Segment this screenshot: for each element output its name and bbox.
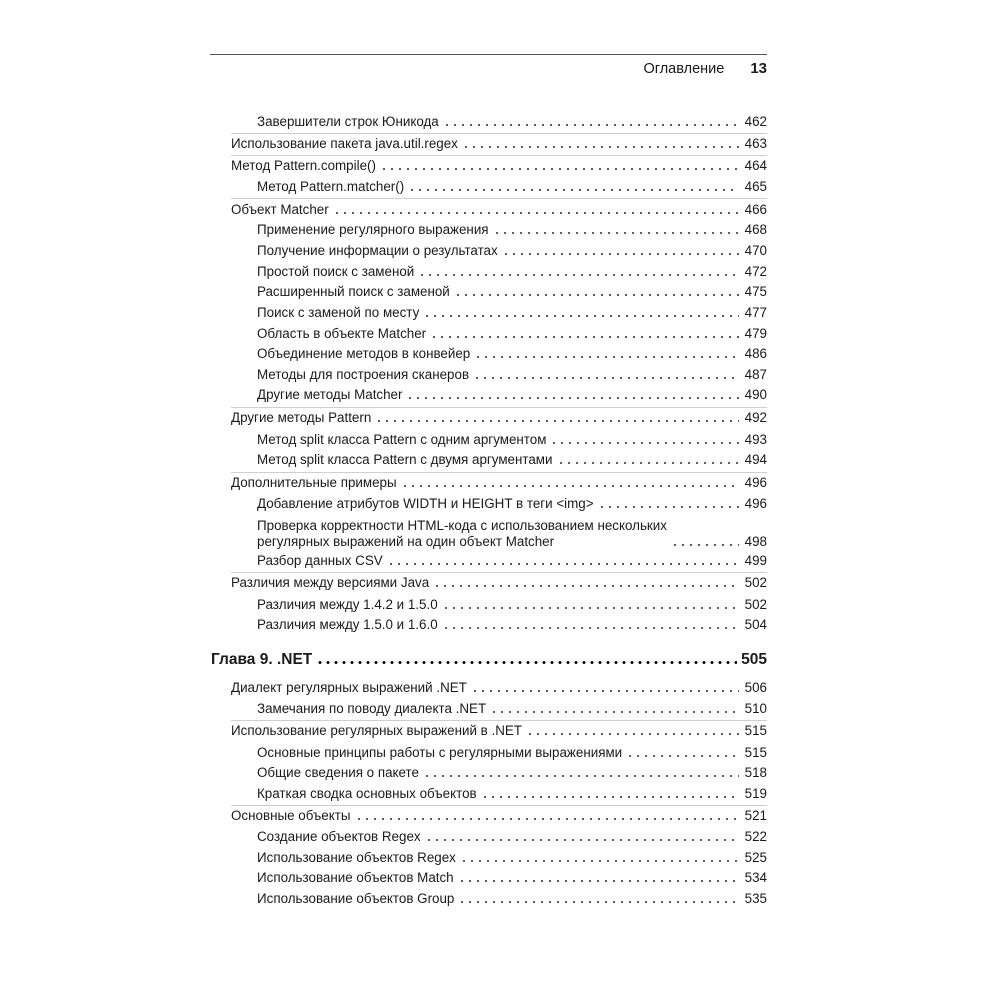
toc-entry <box>257 786 767 802</box>
toc-entry-title: Другие методы Matcher <box>257 387 403 402</box>
leader-dots <box>333 205 739 215</box>
toc-entry <box>257 179 767 195</box>
toc-entry-title: Метод split класса Pattern с двумя аргументами <box>257 452 553 467</box>
leader-dots <box>423 768 739 778</box>
toc-entry <box>257 891 767 907</box>
toc-entry-page: 477 <box>744 305 767 320</box>
toc-entry <box>257 432 767 448</box>
toc-entry-page: 492 <box>744 410 767 425</box>
toc-entry-page: 490 <box>744 387 767 402</box>
toc-entry-title: Область в объекте Matcher <box>257 326 427 341</box>
toc-entry-title: Различия между 1.4.2 и 1.5.0 <box>257 597 438 612</box>
toc-entry-title: Метод Pattern.matcher() <box>257 179 405 194</box>
toc-entry <box>231 475 767 491</box>
leader-dots <box>502 246 739 256</box>
leader-dots <box>462 139 739 149</box>
page-header <box>643 60 767 77</box>
entry-separator <box>231 805 767 806</box>
leader-dots <box>671 537 739 547</box>
toc-entry-title: Другие методы Pattern <box>231 410 372 425</box>
toc-entry-title: Добавление атрибутов WIDTH и HEIGHT в теги <img> <box>257 496 594 511</box>
leader-dots <box>375 413 739 423</box>
toc-entry-page: 475 <box>744 284 767 299</box>
toc-entry-page: 535 <box>744 891 767 906</box>
leader-dots <box>401 478 739 488</box>
entry-separator <box>231 472 767 473</box>
toc-entry-page: 525 <box>744 850 767 865</box>
leader-dots <box>454 287 739 297</box>
toc-entry-title: Дополнительные примеры <box>231 475 397 490</box>
entry-separator <box>231 407 767 408</box>
header-rule <box>210 54 767 55</box>
toc-entry <box>257 114 767 130</box>
leader-dots <box>473 370 739 380</box>
leader-dots <box>474 349 739 359</box>
toc-entry <box>257 850 767 866</box>
toc-entry-title: Создание объектов Regex <box>257 829 421 844</box>
toc-entry-title <box>257 518 667 550</box>
toc-entry-page: 534 <box>744 870 767 885</box>
toc-entry-page: 510 <box>744 701 767 716</box>
toc-entry-title: Объединение методов в конвейер <box>257 346 471 361</box>
toc-entry <box>257 284 767 300</box>
leader-dots <box>598 499 739 509</box>
toc-entry <box>257 553 767 569</box>
leader-dots <box>626 748 739 758</box>
toc-entry-page: 506 <box>744 680 767 695</box>
leader-dots <box>550 435 739 445</box>
toc-entry-title: Метод split класса Pattern с одним аргументом <box>257 432 547 447</box>
toc-entry-page: 496 <box>744 496 767 511</box>
toc-entry-title-line-1: Проверка корректности HTML-кода с использованием нескольких <box>257 518 667 533</box>
toc-entry <box>257 452 767 468</box>
toc-entry <box>257 305 767 321</box>
toc-entry-page: 493 <box>744 432 767 447</box>
toc-entry-title: Применение регулярного выражения <box>257 222 489 237</box>
toc-entry-page: 496 <box>744 475 767 490</box>
header-page-number: 13 <box>750 60 767 77</box>
toc-entry-title: Основные объекты <box>231 808 351 823</box>
toc-entry-title: Объект Matcher <box>231 202 329 217</box>
toc-entry-page: 518 <box>744 765 767 780</box>
leader-dots <box>442 600 739 610</box>
entry-separator <box>231 198 767 199</box>
toc-entry-page: 466 <box>744 202 767 217</box>
leader-dots <box>423 308 739 318</box>
toc-entry-title: Различия между 1.5.0 и 1.6.0 <box>257 617 438 632</box>
leader-dots <box>433 578 739 588</box>
toc-entry-page: 499 <box>744 553 767 568</box>
leader-dots <box>408 182 739 192</box>
entry-separator <box>231 133 767 134</box>
toc-entry-page: 504 <box>744 617 767 632</box>
toc-entry-title: Использование объектов Regex <box>257 850 456 865</box>
toc-entry-title: Простой поиск с заменой <box>257 264 415 279</box>
toc-entry <box>257 346 767 362</box>
toc-entry-title: Расширенный поиск с заменой <box>257 284 450 299</box>
header-section-title: Оглавление <box>643 61 725 77</box>
leader-dots <box>406 390 739 400</box>
toc-entry <box>257 701 767 717</box>
toc-entry-page: 464 <box>744 158 767 173</box>
leader-dots <box>316 655 737 665</box>
toc-entry-page: 521 <box>744 808 767 823</box>
leader-dots <box>493 225 739 235</box>
toc-entry <box>257 745 767 761</box>
leader-dots <box>526 726 739 736</box>
toc-entry-title: Использование объектов Match <box>257 870 454 885</box>
toc-entry <box>257 597 767 613</box>
leader-dots <box>430 329 739 339</box>
toc-entry-title: Поиск с заменой по месту <box>257 305 420 320</box>
toc-entry-page: 463 <box>744 136 767 151</box>
toc-entry-title: Использование объектов Group <box>257 891 455 906</box>
toc-entry <box>257 367 767 383</box>
entry-separator <box>231 720 767 721</box>
toc-entry-page: 468 <box>744 222 767 237</box>
toc-entry-page: 502 <box>744 575 767 590</box>
toc-entry <box>257 870 767 886</box>
toc-entry-page: 515 <box>744 723 767 738</box>
toc-entry-title: Краткая сводка основных объектов <box>257 786 477 801</box>
toc-entry <box>231 723 767 739</box>
leader-dots <box>471 683 739 693</box>
toc-chapter-heading <box>211 652 767 668</box>
toc-entry-title: Замечания по поводу диалекта .NET <box>257 701 487 716</box>
toc-entry-page: 515 <box>744 745 767 760</box>
toc-entry-title: Получение информации о результатах <box>257 243 498 258</box>
chapter-page: 505 <box>741 651 767 668</box>
leader-dots <box>425 832 739 842</box>
toc-entry <box>231 680 767 696</box>
leader-dots <box>387 556 739 566</box>
toc-entry <box>257 765 767 781</box>
leader-dots <box>458 894 739 904</box>
toc-entry-title: Использование пакета java.util.regex <box>231 136 458 151</box>
leader-dots <box>418 267 739 277</box>
toc-entry <box>231 575 767 591</box>
toc-entry-page: 498 <box>744 534 767 549</box>
toc-entry <box>257 387 767 403</box>
toc-entry-title: Использование регулярных выражений в .NET <box>231 723 522 738</box>
toc-entry <box>231 410 767 426</box>
toc-entry <box>257 617 767 633</box>
toc-entry <box>231 136 767 152</box>
leader-dots <box>481 789 739 799</box>
toc-entry-page: 486 <box>744 346 767 361</box>
chapter-title: Глава 9. .NET <box>211 651 313 668</box>
toc-entry-page: 487 <box>744 367 767 382</box>
toc-entry-page: 472 <box>744 264 767 279</box>
toc-entry-title: Диалект регулярных выражений .NET <box>231 680 467 695</box>
leader-dots <box>458 873 739 883</box>
toc-entry-title-line-2: регулярных выражений на один объект Matcher <box>257 534 555 549</box>
toc-entry-title: Общие сведения о пакете <box>257 765 419 780</box>
toc-entry <box>257 326 767 342</box>
toc-entry-page: 519 <box>744 786 767 801</box>
toc-entry <box>231 808 767 824</box>
toc-entry <box>257 243 767 259</box>
leader-dots <box>380 161 739 171</box>
leader-dots <box>557 455 740 465</box>
toc-entry-page: 502 <box>744 597 767 612</box>
leader-dots <box>460 853 739 863</box>
toc-entry <box>231 202 767 218</box>
leader-dots <box>490 704 739 714</box>
toc-entry-title: Различия между версиями Java <box>231 575 430 590</box>
toc-entry-multiline <box>257 516 767 550</box>
entry-separator <box>231 572 767 573</box>
toc-entry-title: Разбор данных CSV <box>257 553 383 568</box>
entry-separator <box>231 155 767 156</box>
leader-dots <box>355 811 739 821</box>
toc-entry-page: 479 <box>744 326 767 341</box>
toc-entry-title: Завершители строк Юникода <box>257 114 439 129</box>
toc-entry <box>257 264 767 280</box>
leader-dots <box>443 117 739 127</box>
toc-entry-title: Основные принципы работы с регулярными выражениями <box>257 745 623 760</box>
toc-entry-page: 465 <box>744 179 767 194</box>
toc-entry-page: 494 <box>744 452 767 467</box>
toc-entry <box>257 496 767 512</box>
toc-entry-page: 462 <box>744 114 767 129</box>
leader-dots <box>442 620 739 630</box>
toc-entry-page: 470 <box>744 243 767 258</box>
toc-entry-page: 522 <box>744 829 767 844</box>
toc-entry-title: Методы для построения сканеров <box>257 367 470 382</box>
toc-entry <box>231 158 767 174</box>
toc-entry-title: Метод Pattern.compile() <box>231 158 376 173</box>
toc-entry <box>257 222 767 238</box>
toc-entry <box>257 829 767 845</box>
